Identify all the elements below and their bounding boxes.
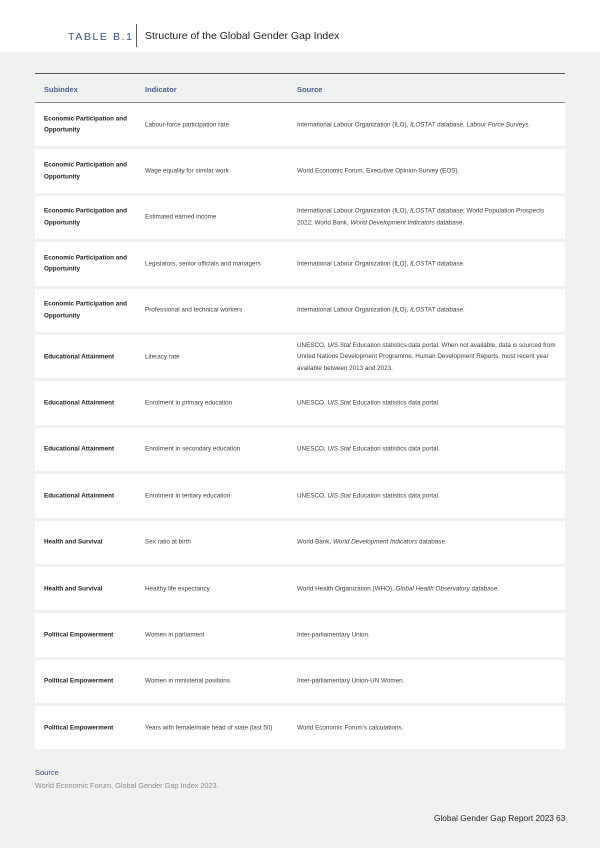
cell-subindex: Political Empowerment — [44, 724, 114, 732]
table-label: TABLE B.1 — [68, 31, 134, 43]
cell-indicator: Women in ministerial positions — [145, 677, 230, 685]
cell-indicator: Legislators, senior officials and managers — [145, 260, 261, 268]
table-row — [35, 289, 565, 332]
table-row — [35, 567, 565, 610]
cell-source: International Labour Organization (ILO), ILOSTAT database. — [297, 260, 465, 268]
table-row — [35, 149, 565, 192]
table-row — [35, 706, 565, 749]
column-header-source: Source — [297, 85, 323, 94]
table-row — [35, 381, 565, 424]
cell-subindex: Health and Survival — [44, 538, 103, 546]
cell-source: Inter-parliamentary Union. — [297, 631, 370, 639]
cell-source: UNESCO, UIS.Stat Education statistics data portal. — [297, 492, 440, 500]
table-body — [35, 103, 565, 749]
cell-indicator: Wage equality for similar work — [145, 167, 229, 175]
table-title: Structure of the Global Gender Gap Index — [145, 30, 340, 42]
table-row — [35, 474, 565, 517]
table-row — [35, 660, 565, 703]
table-row — [35, 242, 565, 285]
table-row — [35, 521, 565, 564]
footer-report-title: Global Gender Gap Report 2023 — [434, 813, 554, 823]
cell-indicator: Estimated earned income — [145, 213, 217, 221]
table-row — [35, 428, 565, 471]
page-number: 63 — [556, 813, 566, 823]
cell-subindex: Political Empowerment — [44, 631, 114, 639]
cell-indicator: Enrolment in secondary education — [145, 445, 241, 453]
source-label: Source — [35, 768, 59, 777]
title-divider — [136, 24, 137, 47]
cell-indicator: Women in parliament — [145, 631, 205, 639]
cell-indicator: Enrolment in tertiary education — [145, 492, 231, 500]
cell-source: World Health Organization (WHO), Global Health Observatory database. — [297, 584, 500, 592]
source-text: World Economic Forum, Global Gender Gap Index 2023. — [35, 781, 219, 790]
table-row — [35, 103, 565, 146]
cell-source: Inter-parliamentary Union-UN Women. — [297, 677, 405, 685]
cell-subindex: Economic Participation and Opportunity — [44, 161, 127, 181]
cell-indicator: Sex ratio at birth — [145, 538, 191, 546]
table-row — [35, 613, 565, 656]
cell-indicator: Healthy life expectancy — [145, 584, 210, 592]
cell-source: International Labour Organization (ILO), ILOSTAT database, Labour Force Surveys. — [297, 120, 531, 128]
cell-subindex: Economic Participation and Opportunity — [44, 300, 127, 320]
cell-source: International Labour Organization (ILO), ILOSTAT database; World Population Prospects 2022; World Bank, World Development Indicators database. — [297, 207, 545, 227]
column-header-subindex: Subindex — [44, 85, 78, 94]
cell-subindex: Educational Attainment — [44, 399, 115, 407]
cell-indicator: Labour-force participation rate — [145, 120, 230, 128]
cell-source: UNESCO, UIS.Stat Education statistics data portal. When not available, data is sourced from United Nations Development Programme, Human Development Reports, most recent year available between 2013 and 2023. — [297, 341, 556, 372]
cell-indicator: Literacy rate — [145, 352, 180, 360]
cell-subindex: Economic Participation and Opportunity — [44, 254, 127, 273]
table-row — [35, 196, 565, 239]
cell-subindex: Educational Attainment — [44, 352, 115, 360]
cell-subindex: Health and Survival — [44, 584, 103, 592]
cell-source: UNESCO, UIS.Stat Education statistics data portal. — [297, 399, 440, 407]
cell-source: World Economic Forum's calculations. — [297, 724, 404, 732]
cell-source: World Economic Forum, Executive Opinion Survey (EOS). — [297, 167, 460, 175]
cell-indicator: Professional and technical workers — [145, 306, 243, 314]
cell-indicator: Enrolment in primary education — [145, 399, 233, 407]
indicator-table — [35, 73, 565, 749]
cell-source: UNESCO, UIS.Stat Education statistics data portal. — [297, 445, 440, 453]
cell-subindex: Political Empowerment — [44, 677, 114, 685]
cell-subindex: Educational Attainment — [44, 492, 115, 500]
table-row — [35, 335, 565, 378]
cell-subindex: Educational Attainment — [44, 445, 115, 453]
table-header-row — [35, 74, 565, 103]
cell-source: World Bank, World Development Indicators database. — [297, 538, 447, 546]
cell-subindex: Economic Participation and Opportunity — [44, 207, 127, 227]
cell-subindex: Economic Participation and Opportunity — [44, 115, 127, 134]
column-header-indicator: Indicator — [145, 85, 177, 94]
cell-source: International Labour Organization (ILO), ILOSTAT database. — [297, 306, 465, 314]
cell-indicator: Years with female/male head of state (last 50) — [145, 724, 273, 732]
page-header — [0, 0, 600, 52]
